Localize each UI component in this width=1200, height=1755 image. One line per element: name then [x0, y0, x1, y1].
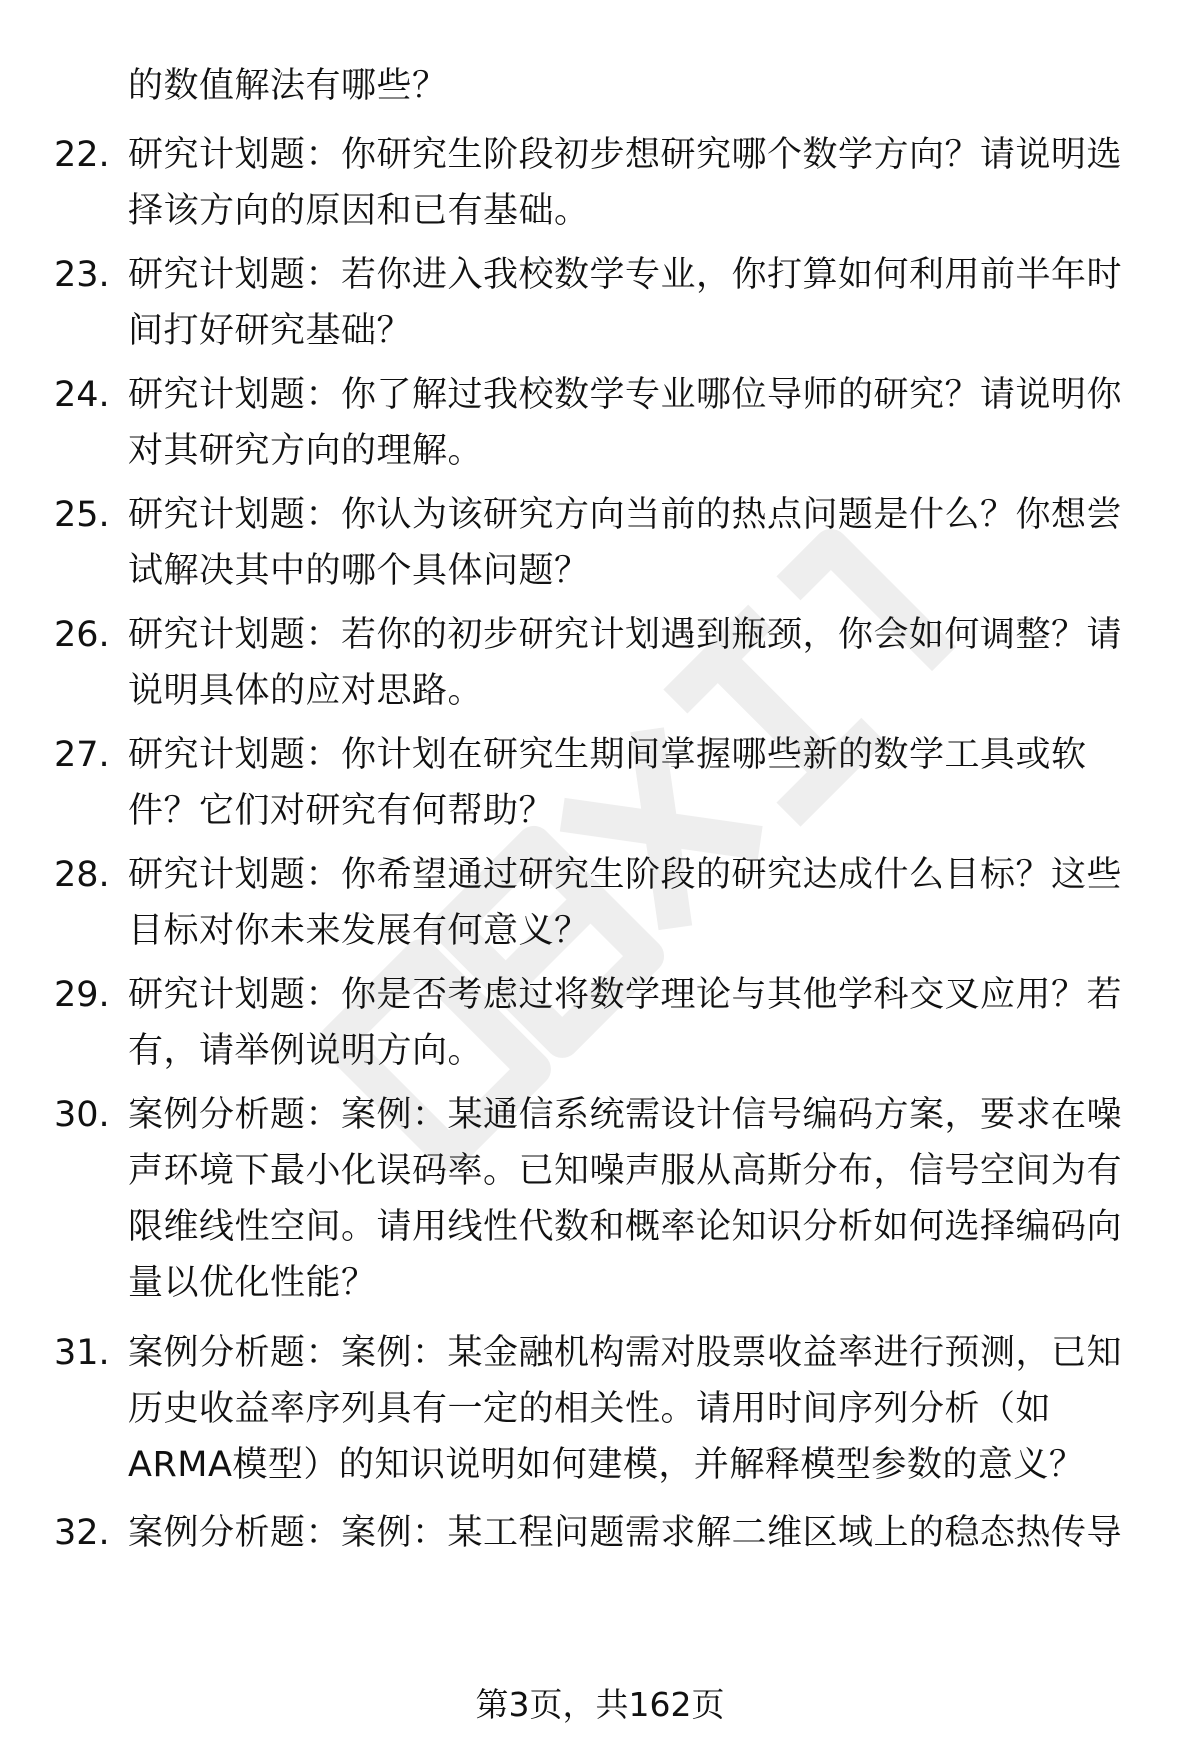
item-number: 24.: [54, 375, 110, 415]
item-number: 31.: [54, 1333, 110, 1373]
item-text: 研究计划题：你希望通过研究生阶段的研究达成什么目标？这些目标对你未来发展有何意义？: [128, 855, 1123, 951]
item-text: 案例分析题：案例：某工程问题需求解二维区域上的稳态热传导: [128, 1513, 1123, 1553]
page-footer: 第3页，共162页: [475, 1685, 725, 1724]
item-number: 27.: [54, 735, 110, 775]
item-number: 28.: [54, 855, 110, 895]
item-text: 研究计划题：你是否考虑过将数学理论与其他学科交叉应用？若有，请举例说明方向。: [128, 975, 1123, 1071]
item-number: 22.: [54, 135, 110, 175]
item-text: 案例分析题：案例：某通信系统需设计信号编码方案，要求在噪声环境下最小化误码率。已知噪声服从高斯分布，信号空间为有限维线性空间。请用线性代数和概率论知识分析如何选择编码向量以优化性能？: [128, 1095, 1123, 1303]
previous-question-continuation: 的数值解法有哪些？: [128, 66, 448, 106]
item-text: 研究计划题：你了解过我校数学专业哪位导师的研究？请说明你对其研究方向的理解。: [128, 375, 1123, 471]
item-text: 案例分析题：案例：某金融机构需对股票收益率进行预测，已知历史收益率序列具有一定的相关性。请用时间序列分析（如ARMA模型）的知识说明如何建模，并解释模型参数的意义？: [128, 1333, 1123, 1485]
item-text: 研究计划题：你研究生阶段初步想研究哪个数学方向？请说明选择该方向的原因和已有基础。: [128, 135, 1123, 231]
item-text: 研究计划题：你认为该研究方向当前的热点问题是什么？你想尝试解决其中的哪个具体问题？: [128, 495, 1123, 591]
item-number: 29.: [54, 975, 110, 1015]
item-number: 25.: [54, 495, 110, 535]
item-number: 23.: [54, 255, 110, 295]
item-number: 32.: [54, 1513, 110, 1553]
item-number: 26.: [54, 615, 110, 655]
item-number: 30.: [54, 1095, 110, 1135]
item-text: 研究计划题：若你的初步研究计划遇到瓶颈，你会如何调整？请说明具体的应对思路。: [128, 615, 1123, 711]
item-text: 研究计划题：你计划在研究生期间掌握哪些新的数学工具或软件？它们对研究有何帮助？: [128, 735, 1087, 831]
item-text: 研究计划题：若你进入我校数学专业，你打算如何利用前半年时间打好研究基础？: [128, 255, 1123, 351]
